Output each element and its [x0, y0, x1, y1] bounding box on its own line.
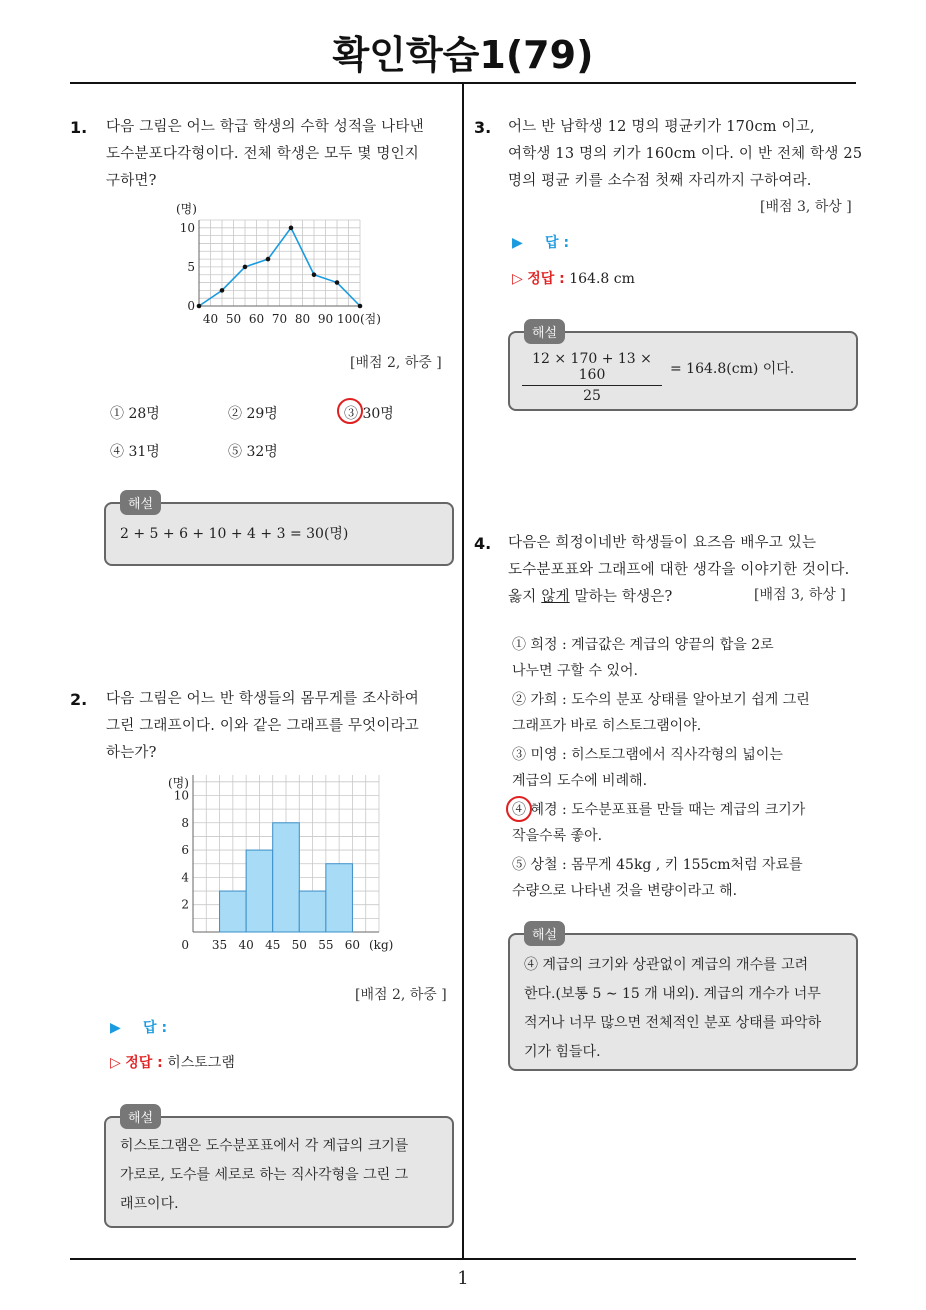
- page-title: 확인학습1(79): [332, 33, 594, 77]
- x-tick-label: 50: [291, 938, 307, 952]
- q3-line: 명의 평균 키를 소수점 첫째 자리까지 구하여라.: [508, 173, 812, 189]
- q4-score: [배점 3, 하상 ]: [754, 587, 846, 603]
- q2-explanation: [120, 1132, 408, 1219]
- q4-explanation: [524, 951, 821, 1067]
- choice-line: ④ 혜경 : 도수분포표를 만들 때는 계급의 크기가: [512, 802, 806, 818]
- q1-choice-3[interactable]: ③ 30명: [344, 406, 394, 422]
- q3-explanation-result: = 164.8(cm) 이다.: [670, 361, 795, 377]
- q4-line3-underlined: 않게: [541, 589, 570, 605]
- answer-triangle-icon: ▶: [512, 235, 523, 251]
- q3-correct-row: [512, 268, 635, 288]
- x-axis-label: (점): [360, 312, 381, 326]
- fraction: [522, 351, 662, 404]
- q1-choice-2[interactable]: ② 29명: [228, 406, 278, 422]
- data-point: [335, 280, 340, 285]
- choice-line: 수량으로 나타낸 것을 변량이라고 해.: [512, 883, 738, 899]
- correct-triangle-icon: ▷: [110, 1055, 121, 1071]
- data-point: [312, 272, 317, 277]
- choice-line: 나누면 구할 수 있어.: [512, 663, 638, 679]
- data-point: [266, 257, 271, 262]
- q4-line: 다음은 희정이네반 학생들이 요즈음 배우고 있는: [508, 535, 817, 551]
- q1-choice-5[interactable]: ⑤ 32명: [228, 444, 278, 460]
- y-axis-label: (명): [176, 202, 197, 216]
- q2-score: [배점 2, 하중 ]: [355, 987, 447, 1003]
- x-axis-label: (kg): [369, 938, 394, 952]
- page-number: 1: [457, 1268, 469, 1289]
- histogram-bar: [326, 864, 353, 932]
- choice-line: 계급의 도수에 비례해.: [512, 773, 648, 789]
- q1-score: [배점 2, 하중 ]: [350, 355, 442, 371]
- correct-value: 히스토그램: [167, 1055, 235, 1071]
- q3-number: 3.: [474, 118, 492, 137]
- x-tick-label: 90: [317, 312, 334, 326]
- explanation-tag: 해설: [120, 490, 161, 515]
- y-tick-label: 10: [173, 788, 189, 803]
- q4-line3-b: 말하는 학생은?: [569, 589, 673, 605]
- q1-line: 다음 그림은 어느 학급 학생의 수학 성적을 나타낸: [106, 119, 424, 135]
- choice-line: 그래프가 바로 히스토그램이야.: [512, 718, 702, 734]
- q1-text: [106, 114, 424, 195]
- explanation-line: ④ 계급의 크기와 상관없이 계급의 개수를 고려: [524, 957, 809, 973]
- q2-number: 2.: [70, 690, 88, 709]
- explanation-tag: 해설: [120, 1104, 161, 1129]
- data-point: [289, 226, 294, 231]
- y-tick-label: 10: [179, 220, 195, 235]
- q4-line3-a: 옳지: [508, 589, 542, 605]
- choice-line: ② 가희 : 도수의 분포 상태를 알아보기 쉽게 그린: [512, 692, 810, 708]
- q3-text: [508, 114, 862, 195]
- frequency-polygon-chart: [170, 198, 390, 328]
- answer-triangle-icon: ▶: [110, 1020, 121, 1036]
- data-point: [243, 265, 248, 270]
- answer-label: 답 :: [545, 235, 570, 251]
- q2-explanation-box: [104, 1111, 454, 1228]
- q4-number: 4.: [474, 534, 492, 553]
- histogram-bar: [220, 891, 247, 932]
- x-tick-label: 60: [248, 312, 265, 326]
- x-tick-label: 45: [265, 938, 281, 952]
- q1-choice-1[interactable]: ① 28명: [110, 406, 160, 422]
- q1-explanation-box: [104, 497, 454, 566]
- choice-line: 작을수록 좋아.: [512, 828, 603, 844]
- data-point: [197, 304, 202, 309]
- y-axis-label: (명): [168, 776, 189, 790]
- q1-number: 1.: [70, 118, 88, 137]
- y-tick-label: 2: [181, 897, 189, 912]
- correct-triangle-icon: ▷: [512, 271, 523, 287]
- x-tick-label: 100: [337, 312, 360, 326]
- correct-label: 정답 :: [527, 271, 565, 287]
- explanation-line: 한다.(보통 5 ∼ 15 개 내외). 계급의 개수가 너무: [524, 986, 821, 1002]
- q4-choice-5[interactable]: [512, 852, 803, 904]
- histogram-chart: [160, 770, 410, 960]
- explanation-line: 가로로, 도수를 세로로 하는 직사각형을 그린 그: [120, 1167, 409, 1183]
- x-tick-label: 60: [344, 938, 361, 952]
- x-tick-label: 40: [202, 312, 219, 326]
- explanation-line: 적거나 너무 많으면 전체적인 분포 상태를 파악하: [524, 1015, 822, 1031]
- y-tick-label: 4: [181, 870, 189, 885]
- data-point: [220, 288, 225, 293]
- explanation-tag: 해설: [524, 921, 565, 946]
- q3-answer-row: [512, 232, 569, 252]
- answer-label: 답 :: [143, 1020, 168, 1036]
- correct-label: 정답 :: [125, 1055, 163, 1071]
- q3-line: 어느 반 남학생 12 명의 평균키가 170cm 이고,: [508, 119, 815, 135]
- x-tick-label: 35: [211, 938, 228, 952]
- x-tick-label: 40: [238, 938, 254, 952]
- answer-circle-mark: [506, 796, 532, 822]
- q3-explanation-box: [508, 326, 858, 411]
- explanation-line: 기가 힘들다.: [524, 1044, 601, 1060]
- explanation-tag: 해설: [524, 319, 565, 344]
- q2-line: 하는가?: [106, 745, 157, 761]
- q1-line: 도수분포다각형이다. 전체 학생은 모두 몇 명인지: [106, 146, 419, 162]
- x-tick-label: 70: [271, 312, 288, 326]
- q2-line: 그린 그래프이다. 이와 같은 그래프를 무엇이라고: [106, 718, 419, 734]
- q4-explanation-box: [508, 928, 858, 1071]
- q3-line: 여학생 13 명의 키가 160cm 이다. 이 반 전체 학생 25: [508, 146, 863, 162]
- q4-choice-2[interactable]: [512, 687, 810, 739]
- q1-explanation: 2 + 5 + 6 + 10 + 4 + 3 = 30(명): [120, 526, 349, 542]
- q4-choice-4[interactable]: [512, 797, 805, 849]
- x-tick-label: 50: [225, 312, 242, 326]
- q2-text: [106, 686, 419, 767]
- y-tick-label: 0: [187, 299, 195, 313]
- x-tick-label: 55: [318, 938, 334, 952]
- q3-score: [배점 3, 하상 ]: [760, 199, 852, 215]
- choice-line: ③ 미영 : 히스토그램에서 직사각형의 넓이는: [512, 747, 783, 763]
- q4-line: 도수분포표와 그래프에 대한 생각을 이야기한 것이다.: [508, 562, 850, 578]
- q4-choice-1[interactable]: [512, 632, 774, 684]
- answer-circle-mark: [337, 398, 363, 424]
- x-tick-label: 80: [294, 312, 311, 326]
- q1-line: 구하면?: [106, 173, 157, 189]
- q2-answer-row: [110, 1017, 167, 1037]
- data-point: [358, 304, 363, 309]
- bottom-rule: [70, 1258, 856, 1260]
- histogram-bar: [273, 823, 300, 932]
- origin-label: 0: [181, 938, 189, 952]
- explanation-line: 히스토그램은 도수분포표에서 각 계급의 크기를: [120, 1138, 409, 1154]
- y-tick-label: 6: [181, 843, 189, 858]
- q2-line: 다음 그림은 어느 반 학생들의 몸무게를 조사하여: [106, 691, 419, 707]
- histogram-bar: [246, 850, 273, 932]
- choice-line: ① 희정 : 계급값은 계급의 양끝의 합을 2로: [512, 637, 774, 653]
- histogram-bar: [299, 891, 326, 932]
- q1-choice-4[interactable]: ④ 31명: [110, 444, 160, 460]
- choice-line: ⑤ 상철 : 몸무게 45kg , 키 155cm처럼 자료를: [512, 857, 803, 873]
- q4-choice-3[interactable]: [512, 742, 783, 794]
- y-tick-label: 5: [187, 259, 195, 274]
- correct-value: 164.8 cm: [569, 271, 635, 287]
- explanation-line: 래프이다.: [120, 1196, 179, 1212]
- y-tick-label: 8: [181, 815, 189, 830]
- column-divider: [462, 84, 464, 1260]
- q2-correct-row: [110, 1052, 235, 1072]
- fraction-denominator: 25: [583, 388, 601, 404]
- fraction-numerator: 12 × 170 + 13 × 160: [522, 351, 662, 386]
